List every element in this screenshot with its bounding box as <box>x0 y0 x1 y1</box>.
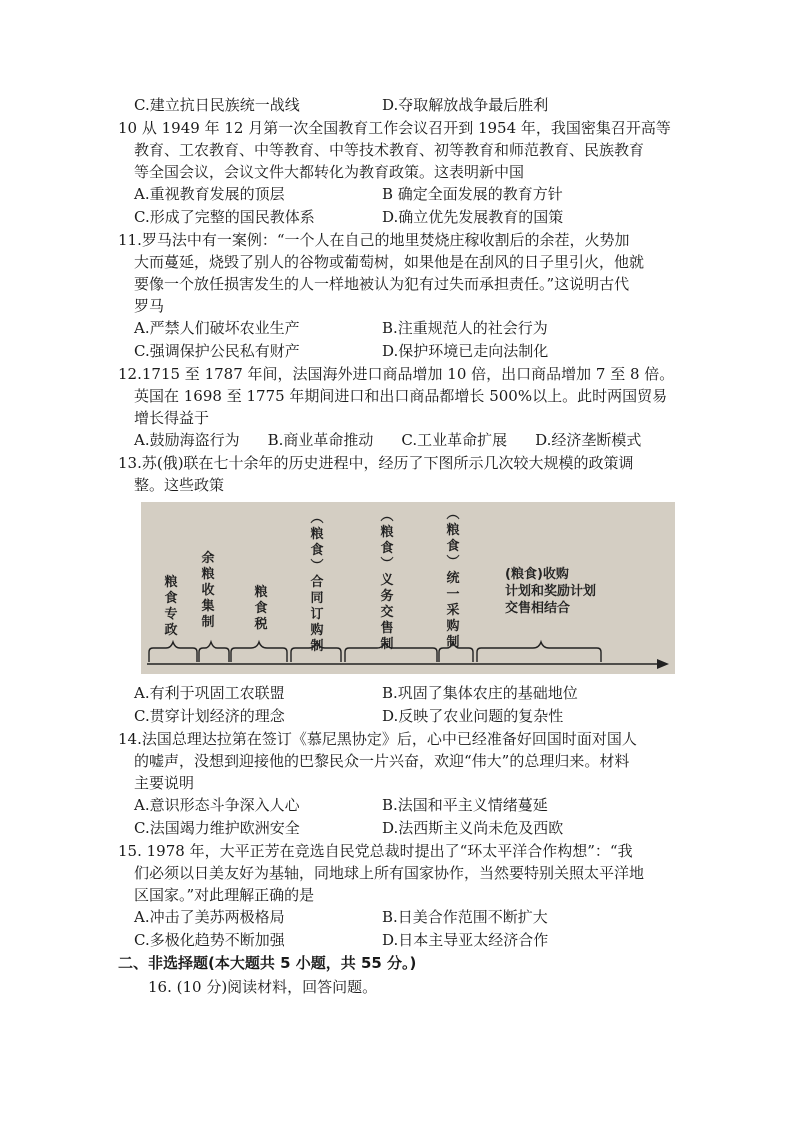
q12-stem-line-1: 12.1715 至 1787 年间，法国海外进口商品增加 10 倍，出口商品增加 7 至 8 倍。 <box>118 365 675 383</box>
q15-option-d: D.日本主导亚太经济合作 <box>382 931 549 949</box>
q9-option-d: D.夺取解放战争最后胜利 <box>382 96 549 114</box>
q14-option-b: B.法国和平主义情绪蔓延 <box>382 796 548 814</box>
q12-options <box>118 429 678 452</box>
q11-options-ab <box>118 317 678 340</box>
q11-stem-line-4: 罗马 <box>134 297 165 315</box>
question-14 <box>118 728 678 840</box>
question-11 <box>118 229 678 363</box>
question-12 <box>118 363 678 452</box>
q11-option-a: A.严禁人们破坏农业生产 <box>134 319 300 337</box>
q13-stem-line-1: 13.苏(俄)联在七十余年的历史进程中，经历了下图所示几次较大规模的政策调 <box>118 454 634 472</box>
q15-stem-line-1: 15. 1978 年，大平正芳在竞选自民党总裁时提出了“环太平洋合作构想”：“我 <box>118 842 633 860</box>
q11-stem-line-1: 11.罗马法中有一案例：“一个人在自己的地里焚烧庄稼收割后的余茬，火势加 <box>118 231 630 249</box>
q11-option-d: D.保护环境已走向法制化 <box>382 342 549 360</box>
q15-options-ab <box>118 906 678 929</box>
q12-option-c: C.工业革命扩展 <box>401 431 508 449</box>
q15-stem-line-3: 区国家。”对此理解正确的是 <box>134 886 315 904</box>
q11-stem-line-3: 要像一个放任损害发生的人一样地被认为犯有过失而承担责任。”这说明古代 <box>134 275 630 293</box>
question-10 <box>118 117 678 229</box>
timeline-label-1: 粮食专政 <box>164 575 178 638</box>
q10-option-b: B 确定全面发展的教育方针 <box>382 185 563 203</box>
q14-options-ab <box>118 794 678 817</box>
timeline-label-5: ︵粮食︶义务交售制 <box>380 509 394 652</box>
q14-option-c: C.法国竭力维护欧洲安全 <box>134 819 300 837</box>
q15-stem-line-2: 们必须以日美友好为基轴，同地球上所有国家协作，当然要特别关照太平洋地 <box>134 864 645 882</box>
exam-page <box>118 94 678 1000</box>
q10-stem-line-3: 等全国会议，会议文件大都转化为教育政策。这表明新中国 <box>134 163 525 181</box>
q11-stem-line-2: 大而蔓延，烧毁了别人的谷物或葡萄树，如果他是在刮风的日子里引火，他就 <box>134 253 645 271</box>
timeline-label-6: ︵粮食︶统一采购制 <box>446 507 460 650</box>
q13-option-b: B.巩固了集体农庄的基础地位 <box>382 684 578 702</box>
policy-timeline-figure <box>141 502 675 674</box>
q13-options-cd <box>118 705 678 728</box>
q14-option-d: D.法西斯主义尚未危及西欧 <box>382 819 564 837</box>
policy-timeline-svg <box>141 502 675 674</box>
q10-option-c: C.形成了完整的国民教体系 <box>134 208 315 226</box>
q10-options-cd <box>118 206 678 229</box>
q9-option-c: C.建立抗日民族统一战线 <box>134 96 300 114</box>
q12-stem-line-2: 英国在 1698 至 1775 年期间进口和出口商品都增长 500%以上。此时两国贸易 <box>134 387 668 405</box>
q10-option-d: D.确立优先发展教育的国策 <box>382 208 564 226</box>
q12-option-d: D.经济垄断模式 <box>535 431 642 449</box>
section-2-heading: 二、非选择题(本大题共 5 小题，共 55 分。) <box>118 954 417 972</box>
q14-option-a: A.意识形态斗争深入人心 <box>134 796 300 814</box>
q13-options-ab <box>118 682 678 705</box>
timeline-label-2: 余粮收集制 <box>201 551 215 630</box>
q13-stem-line-2: 整。这些政策 <box>134 476 225 494</box>
q14-stem-line-1: 14.法国总理达拉第在签订《慕尼黑协定》后，心中已经准备好回国时面对国人 <box>118 730 637 748</box>
q11-option-c: C.强调保护公民私有财产 <box>134 342 300 360</box>
q12-option-a: A.鼓励海盗行为 <box>134 431 240 449</box>
q15-options-cd <box>118 929 678 952</box>
timeline-label-7: (粮食)收购计划和奖励计划交售相结合 <box>505 567 597 616</box>
q13-option-d: D.反映了农业问题的复杂性 <box>382 707 564 725</box>
q15-option-a: A.冲击了美苏两极格局 <box>134 908 285 926</box>
q9-options-cd <box>118 94 678 117</box>
q14-stem-line-2: 的嘘声，没想到迎接他的巴黎民众一片兴奋，欢迎“伟大”的总理归来。材料 <box>134 752 630 770</box>
question-15 <box>118 840 678 952</box>
q11-option-b: B.注重规范人的社会行为 <box>382 319 548 337</box>
q13-option-c: C.贯穿计划经济的理念 <box>134 707 285 725</box>
q10-options-ab <box>118 183 678 206</box>
q12-stem-line-3: 增长得益于 <box>134 409 210 427</box>
q12-option-b: B.商业革命推动 <box>267 431 374 449</box>
q14-options-cd <box>118 817 678 840</box>
q10-option-a: A.重视教育发展的顶层 <box>134 185 285 203</box>
question-16-heading: 16. (10 分)阅读材料，回答问题。 <box>148 978 378 996</box>
q15-option-b: B.日美合作范围不断扩大 <box>382 908 548 926</box>
q14-stem-line-3: 主要说明 <box>134 774 195 792</box>
q13-option-a: A.有利于巩固工农联盟 <box>134 684 285 702</box>
q11-options-cd <box>118 340 678 363</box>
q10-stem-line-2: 教育、工农教育、中等教育、中等技术教育、初等教育和师范教育、民族教育 <box>134 141 645 159</box>
question-13 <box>118 452 678 728</box>
timeline-label-4: ︵粮食︶合同订购制 <box>310 511 324 654</box>
q15-option-c: C.多极化趋势不断加强 <box>134 931 285 949</box>
q10-stem-line-1: 10 从 1949 年 12 月第一次全国教育工作会议召开到 1954 年，我国密集召开高等 <box>118 119 671 137</box>
timeline-label-3: 粮食税 <box>254 585 268 632</box>
